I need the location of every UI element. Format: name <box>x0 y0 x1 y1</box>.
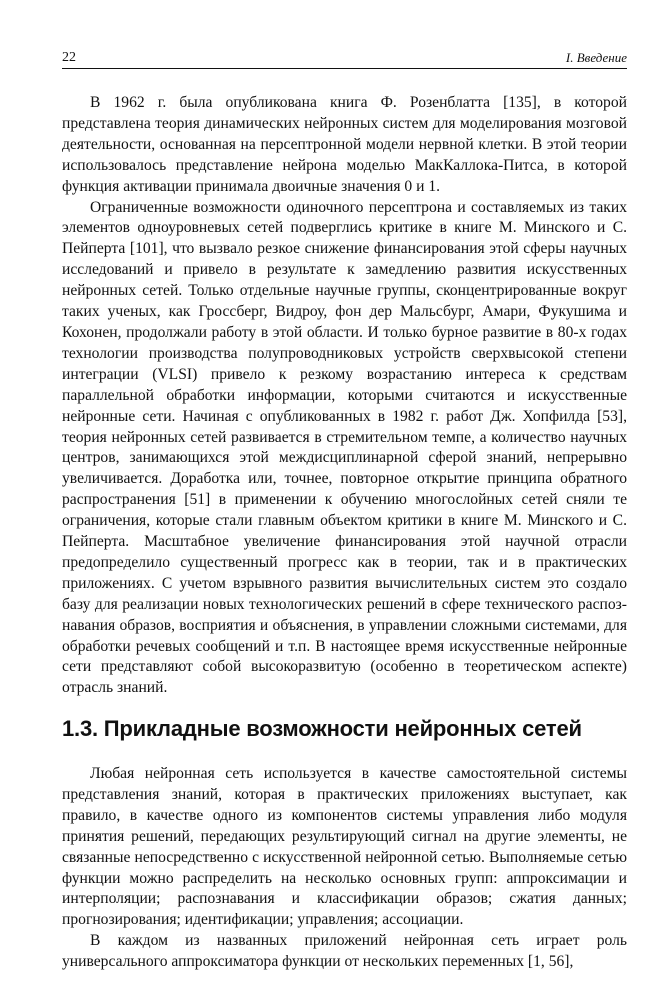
section-text-block <box>62 764 627 973</box>
paragraph-history: Ограниченные возможности одиночного персептрона и составляемых из таких элементов одноуровневых сетей подверглись критике в книге М. Минского и С. Пейперта [101], что вызвало резкое снижение финансирования этой сферы научных исследований и привело в результате к замедлению развития искусственных нейронных сетей. Только отдельные научные группы, сконцентрированные вокруг таких ученых, как Гроссберг, Видроу, фон дер Мальсбург, Амари, Фукушима и Кохонен, продолжали работу в этой области. И только бурное развитие в 80-х годах технологии производства полупроводниковых устройств сверхвысокой степени интеграции (VLSI) привело к резкому возрастанию интереса к средствам параллельной обработки информации, которыми считаются и искусственные нейронные сети. Начиная с опубликованных в 1982 г. работ Дж. Хопфилда [53], теория нейронных сетей развивается в стремительном темпе, а количество научных центров, занимающихся этой междисциплинарной сферой знаний, непрерывно увеличивается. Доработка или, точнее, повторное открытие принципа обратного распространения [51] в применении к обучению многослойных сетей сняли те ограничения, которые стали главным объектом критики в книге М. Минского и С. Пейперта. Масштабное увеличение финансирования этой научной отрасли предопределило существенный прогресс как в теории, так и в практических приложениях. С учетом взрывного развития вычислительных систем это создало базу для реализации новых технологических решений в сфере технического распознавания образов, восприятия и объяснения, в управлении сложными системами, для обработки речевых сообщений и т.п. В настоящее время искусственные нейронные сети представляют собой высокоразвитую (особенно в теоретическом аспекте) отрасль знаний. <box>62 198 627 697</box>
paragraph-approximator: В каждом из названных приложений нейронная сеть играет роль универсального аппроксиматора функции от нескольких переменных [1, 56], <box>62 932 627 971</box>
section-heading: 1.3. Прикладные возможности нейронных сетей <box>62 716 582 741</box>
paragraph-rosenblatt: В 1962 г. была опубликована книга Ф. Розенблатта [135], в которой представлена теория динамических нейронных систем для моделирования мозговой деятельности, основанная на персептронной модели нервной клетки. В этой теории использовалось представление нейрона моделью МакКаллока-Питса, в которой функция активации принимала двоичные значения 0 и 1. <box>62 94 627 195</box>
page-number: 22 <box>62 50 76 65</box>
chapter-title: I. Введение <box>565 50 627 65</box>
running-head <box>62 50 627 69</box>
paragraph-applications: Любая нейронная сеть используется в качестве самостоятельной системы представления знаний, которая в практических приложениях выступает, как правило, в качестве одного из компонентов системы управления либо модуля принятия решений, передающих результирующий сигнал на другие элементы, не связанные непосредственно с искусственной нейронной сетью. Выполняемые сетью функции можно распределить на несколько основных групп: аппроксимации и интерполяции; распознавания и классификации образов; сжатия данных; прогнозирования; идентификации; управления; ассоциации. <box>62 765 627 929</box>
intro-text-block <box>62 93 627 699</box>
